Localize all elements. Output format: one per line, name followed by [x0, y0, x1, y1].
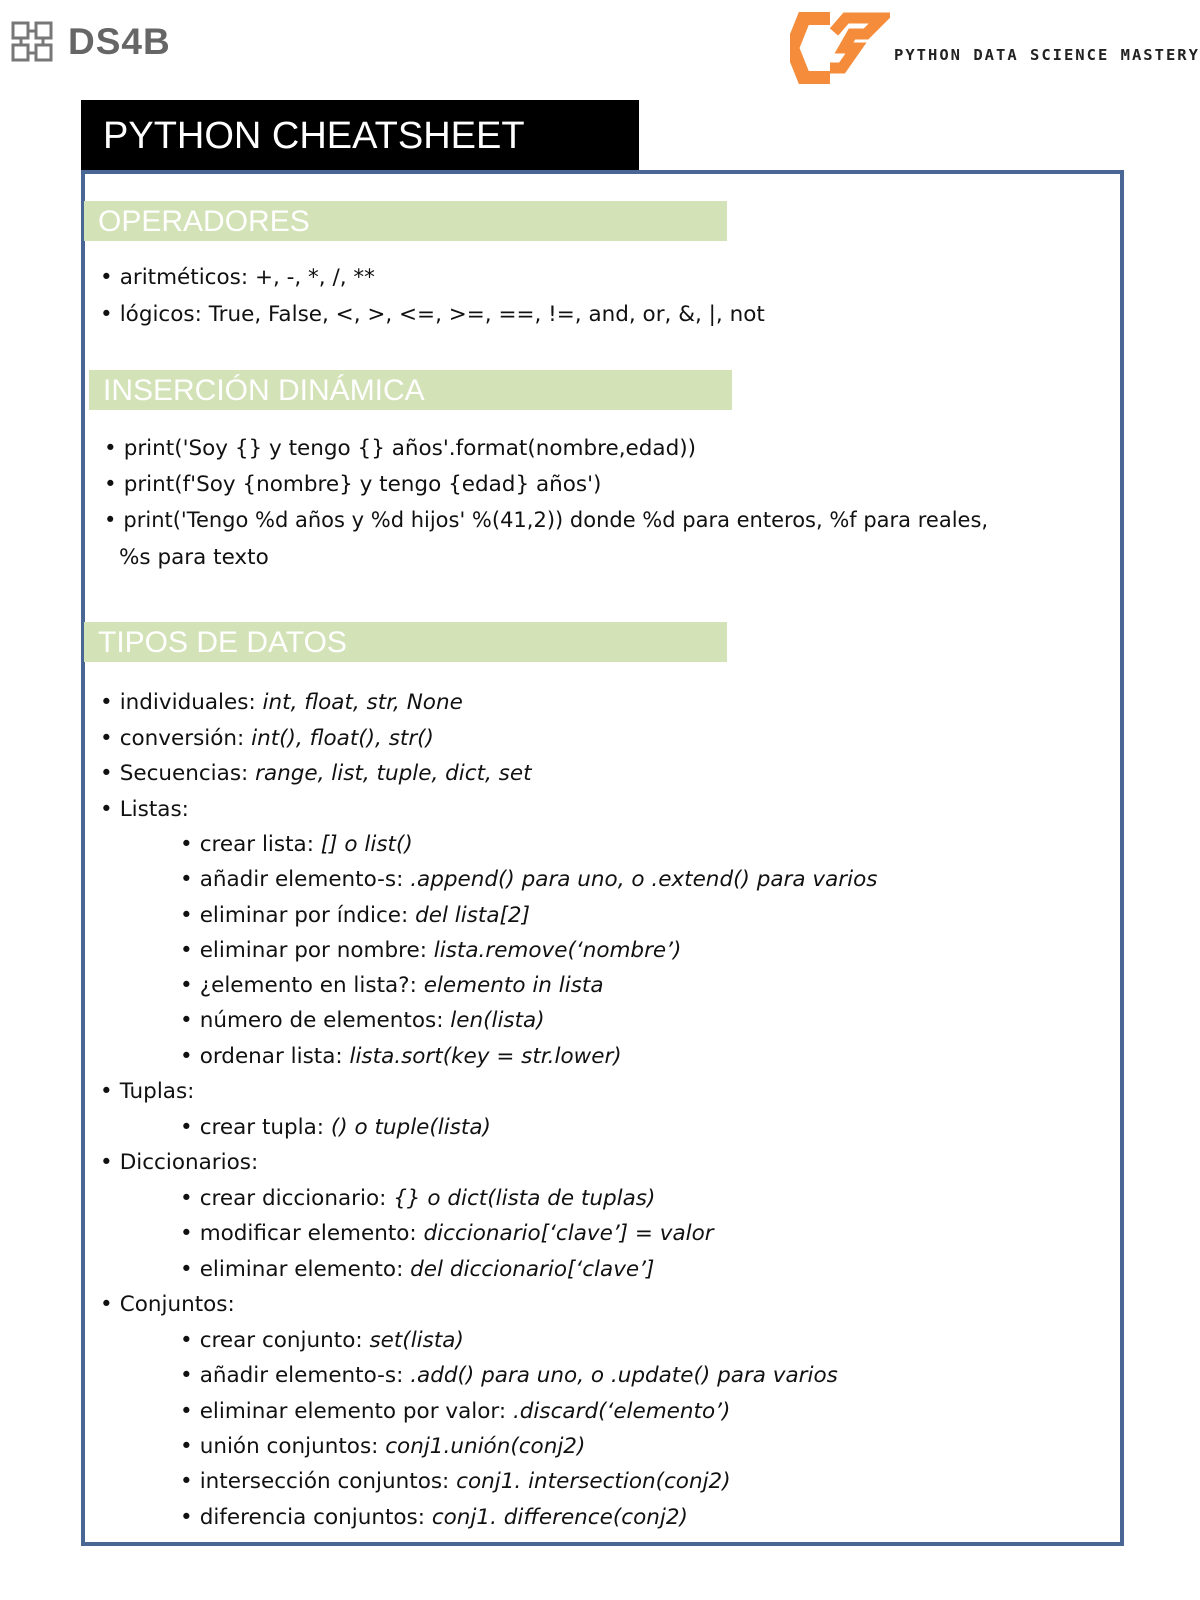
section-header-tipos-de-datos [84, 622, 727, 662]
list-item: • Secuencias: range, list, tuple, dict, set [100, 761, 532, 786]
list-item: • Listas: [100, 797, 189, 822]
ds4b-brand-text: DS4B [68, 21, 171, 62]
list-item: • aritméticos: +, -, *, /, ** [100, 265, 375, 290]
title-banner [81, 100, 639, 172]
sub-list-item: • añadir elemento-s: .append() para uno, o .extend() para varios [180, 867, 878, 892]
sub-list-item: • añadir elemento-s: .add() para uno, o .update() para varios [180, 1363, 838, 1388]
sub-list-item: • crear diccionario: {} o dict(lista de tuplas) [180, 1186, 656, 1211]
sub-list-item: • unión conjuntos: conj1.unión(conj2) [180, 1434, 586, 1459]
list-item: • print('Tengo %d años y %d hijos' %(41,2)) donde %d para enteros, %f para reales, [104, 508, 989, 532]
list-item: • print('Soy {} y tengo {} años'.format(nombre,edad)) [104, 436, 697, 461]
list-item: • print(f'Soy {nombre} y tengo {edad} años') [104, 472, 602, 497]
sub-list-item: • eliminar por nombre: lista.remove(‘nombre’) [180, 938, 682, 963]
python-mastery-logo [790, 12, 1200, 84]
sub-list-item: • ordenar lista: lista.sort(key = str.lower) [180, 1044, 622, 1069]
list-item: • Conjuntos: [100, 1292, 235, 1317]
sub-list-item: • crear tupla: () o tuple(lista) [180, 1115, 491, 1140]
section-title: TIPOS DE DATOS [98, 626, 347, 659]
sub-list-item: • modificar elemento: diccionario[‘clave’] = valor [180, 1221, 714, 1246]
list-item: • individuales: int, float, str, None [100, 690, 463, 715]
section-title: INSERCIÓN DINÁMICA [103, 374, 425, 407]
sub-list-item: • diferencia conjuntos: conj1. difference(conj2) [180, 1505, 688, 1530]
sub-list-item: • número de elementos: len(lista) [180, 1008, 545, 1033]
python-mastery-logo-icon [790, 12, 890, 84]
list-item: • conversión: int(), float(), str() [100, 726, 434, 751]
list-item: • Tuplas: [100, 1079, 195, 1104]
list-item: • Diccionarios: [100, 1150, 259, 1175]
section-header-operadores [84, 201, 727, 241]
sub-list-item: • intersección conjuntos: conj1. intersection(conj2) [180, 1469, 731, 1494]
ds4b-logo-icon [10, 20, 56, 64]
section-title: OPERADORES [98, 205, 310, 238]
sub-list-item: • eliminar elemento por valor: .discard(‘elemento’) [180, 1399, 731, 1424]
logo-tagline: PYTHON DATA SCIENCE MASTERY [894, 46, 1200, 64]
sub-list-item: • crear lista: [] o list() [180, 832, 413, 857]
sub-list-item: • crear conjunto: set(lista) [180, 1328, 464, 1353]
sub-list-item: • ¿elemento en lista?: elemento in lista [180, 973, 604, 998]
ds4b-logo [10, 20, 171, 64]
sub-list-item: • eliminar elemento: del diccionario[‘clave’] [180, 1257, 655, 1282]
list-item: • lógicos: True, False, <, >, <=, >=, ==, !=, and, or, &, |, not [100, 302, 765, 327]
sub-list-item: • eliminar por índice: del lista[2] [180, 903, 530, 928]
list-item-continuation: %s para texto [119, 545, 269, 570]
section-header-insercion-dinamica [89, 370, 732, 410]
page-title: PYTHON CHEATSHEET [103, 115, 525, 157]
